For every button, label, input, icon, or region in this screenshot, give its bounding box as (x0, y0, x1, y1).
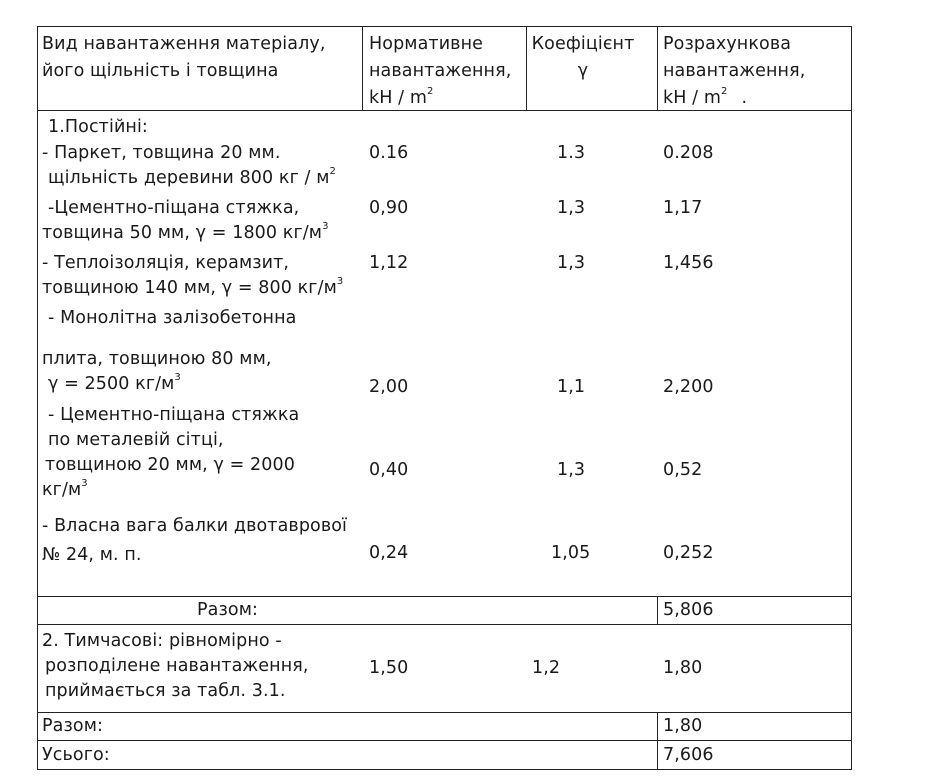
temporary-sum-value: 1,80 (663, 716, 703, 736)
header-col-coefficient: Коефіцієнт γ (531, 34, 635, 81)
row-screed-calc: 1,17 (663, 198, 703, 218)
row-mesh-screed-coef: 1,3 (557, 460, 586, 480)
row-insulation-calc: 1,456 (663, 253, 714, 273)
column-divider (362, 26, 363, 110)
row-slab-coef: 1,1 (557, 377, 586, 397)
column-divider (657, 712, 658, 770)
row-parquet-coef: 1.3 (557, 143, 586, 163)
row-beam-coef: 1,05 (551, 543, 591, 563)
section-title-permanent: 1.Постійні: (48, 117, 148, 137)
row-slab-calc: 2,200 (663, 377, 714, 397)
row-beam-norm: 0,24 (369, 543, 409, 563)
column-divider (526, 26, 527, 110)
header-col-design: Розрахункова навантаження, kH / $m^2$ . (663, 34, 806, 108)
row-insulation-coef: 1,3 (557, 253, 586, 273)
row-mesh-screed-norm: 0,40 (369, 460, 409, 480)
row-beam-calc: 0,252 (663, 543, 714, 563)
row-parquet-norm: 0.16 (369, 143, 409, 163)
temporary-sum-label: Разом: (42, 716, 103, 736)
row-screed-name: -Цементно-піщана стяжка, товщина 50 мм, γ = 1800 $кг/м^3$ (42, 198, 329, 243)
header-col-material: Вид навантаження матеріалу, його щільність і товщина (42, 34, 326, 81)
row-temporary-coef: 1,2 (532, 658, 561, 678)
row-parquet-calc: 0.208 (663, 143, 714, 163)
total-value: 7,606 (663, 745, 714, 765)
row-parquet-name: - Паркет, товщина 20 мм. щільність деревини 800 кг / $м^2$ (42, 143, 336, 188)
total-label: Усього: (42, 745, 110, 765)
row-mesh-screed-name: - Цементно-піщана стяжка по металевій сітці, товщиною 20 мм, γ = 2000 $кг/м^3$ (42, 405, 300, 500)
row-slab-name: - Монолітна залізобетонна плита, товщиною 80 мм, γ = 2500 $кг/м^3$ (42, 308, 297, 394)
row-divider (37, 740, 852, 741)
row-screed-norm: 0,90 (369, 198, 409, 218)
row-beam-name: - Власна вага балки двотаврової № 24, м. п. (42, 516, 348, 565)
permanent-sum-label: Разом: (197, 600, 258, 620)
row-temporary-calc: 1,80 (663, 658, 703, 678)
row-divider (37, 624, 852, 625)
row-temporary-name: 2. Тимчасові: рівномірно - розподілене навантаження, приймається за табл. 3.1. (42, 631, 309, 701)
column-divider (657, 26, 658, 110)
row-divider (37, 596, 852, 597)
column-divider (657, 596, 658, 624)
row-mesh-screed-calc: 0,52 (663, 460, 703, 480)
row-slab-norm: 2,00 (369, 377, 409, 397)
row-screed-coef: 1,3 (557, 198, 586, 218)
row-temporary-norm: 1,50 (369, 658, 409, 678)
row-divider (37, 712, 852, 713)
row-insulation-norm: 1,12 (369, 253, 409, 273)
header-col-normative: Нормативне навантаження, kH / $m^2$ (369, 34, 512, 108)
row-insulation-name: - Теплоізоляція, керамзит, товщиною 140 мм, γ = 800 $кг/м^3$ (42, 253, 344, 298)
permanent-sum-value: 5,806 (663, 600, 714, 620)
